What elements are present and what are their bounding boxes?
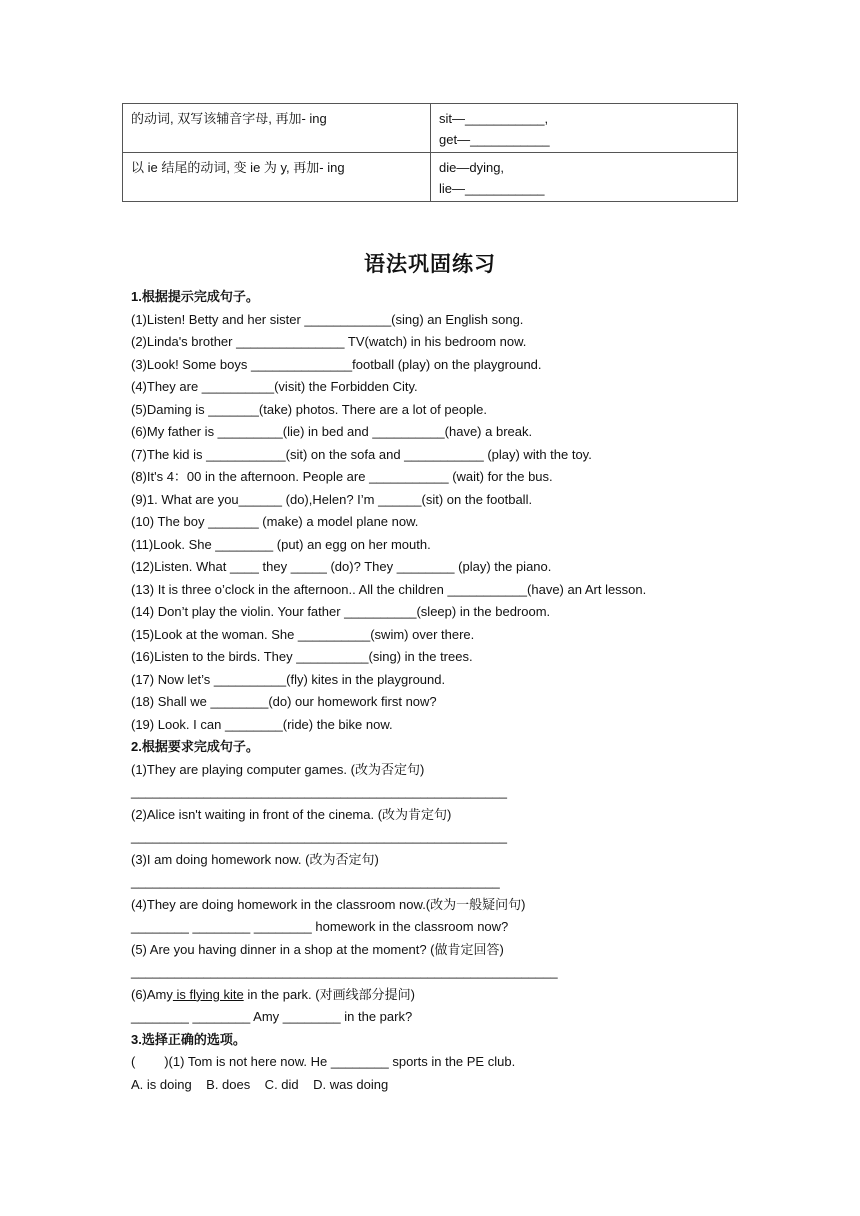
section1-heading: 1.根据提示完成句子。 bbox=[131, 289, 259, 304]
answer-line: ___________________________________________________________ bbox=[131, 964, 558, 979]
item-prefix: (6)Amy bbox=[131, 986, 173, 1002]
exercise-item: (7)The kid is ___________(sit) on the sofa and ___________ (play) with the toy. bbox=[131, 446, 592, 462]
answer-line: ____________________________________________________ bbox=[131, 829, 507, 844]
exercise-item: (1)They are playing computer games. (改为否定句) bbox=[131, 761, 425, 777]
exercise-item: (5) Are you having dinner in a shop at the moment? (做肯定回答) bbox=[131, 941, 504, 957]
exercise-item: (2)Alice isn't waiting in front of the cinema. (改为肯定句) bbox=[131, 806, 452, 822]
exercise-item: (8)It's 4：00 in the afternoon. People are ___________ (wait) for the bus. bbox=[131, 469, 553, 484]
exercise-item: (2)Linda's brother _______________ TV(watch) in his bedroom now. bbox=[131, 334, 527, 349]
section2-heading: 2.根据要求完成句子。 bbox=[131, 739, 259, 754]
rule-cell: 以 ie 结尾的动词, 变 ie 为 y, 再加- ing bbox=[123, 153, 431, 202]
examples-cell bbox=[431, 153, 738, 202]
exercise-item: (15)Look at the woman. She __________(swim) over there. bbox=[131, 626, 475, 642]
exercise-item: (1)Listen! Betty and her sister ____________(sing) an English song. bbox=[131, 311, 524, 327]
exercise-item: (3)Look! Some boys ______________football (play) on the playground. bbox=[131, 356, 542, 372]
exercise-item: ( )(1) Tom is not here now. He ________ sports in the PE club. bbox=[131, 1054, 516, 1069]
exercise-item: (10) The boy _______ (make) a model plane now. bbox=[131, 514, 419, 529]
example-line: get—___________ bbox=[439, 132, 550, 147]
exercise-item bbox=[131, 984, 821, 1007]
exercise-item: (4)They are doing homework in the classroom now.(改为一般疑问句) bbox=[131, 896, 526, 912]
exercise-item: (4)They are __________(visit) the Forbidden City. bbox=[131, 379, 418, 394]
exercise-item: (18) Shall we ________(do) our homework first now? bbox=[131, 694, 437, 709]
exercise-item: (14) Don’t play the violin. Your father __________(sleep) in the bedroom. bbox=[131, 604, 551, 619]
answer-options: A. is doing B. does C. did D. was doing bbox=[131, 1076, 389, 1092]
underlined-phrase: is flying kite bbox=[172, 986, 244, 1002]
rule-cell: 的动词, 双写该辅音字母, 再加- ing bbox=[123, 104, 431, 153]
exercise-item: (9)1. What are you______ (do),Helen? I’m ______(sit) on the football. bbox=[131, 491, 533, 507]
rules-table bbox=[122, 103, 738, 202]
section3-heading: 3.选择正确的选项。 bbox=[131, 1031, 246, 1047]
answer-line: ____________________________________________________ bbox=[131, 784, 507, 799]
example-line: sit—___________, bbox=[439, 111, 549, 126]
exercise-item: (13) It is three o’clock in the afternoon.. All the children ___________(have) an Art lesson. bbox=[131, 581, 647, 597]
exercise-item: (19) Look. I can ________(ride) the bike now. bbox=[131, 716, 393, 732]
exercise-item: (6)My father is _________(lie) in bed and __________(have) a break. bbox=[131, 424, 533, 439]
exercise-item: (16)Listen to the birds. They __________(sing) in the trees. bbox=[131, 649, 473, 664]
exercise-item: (12)Listen. What ____ they _____ (do)? They ________ (play) the piano. bbox=[131, 559, 552, 574]
page-title: 语法巩固练习 bbox=[364, 251, 496, 276]
example-line: lie—___________ bbox=[439, 181, 545, 196]
item-suffix: in the park. (对画线部分提问) bbox=[243, 986, 415, 1002]
exercise-item: (5)Daming is _______(take) photos. There are a lot of people. bbox=[131, 401, 488, 417]
example-line: die—dying, bbox=[439, 160, 505, 175]
table-row bbox=[123, 153, 738, 202]
answer-line: ________ ________ Amy ________ in the park? bbox=[131, 1009, 413, 1024]
examples-cell bbox=[431, 104, 738, 153]
exercise-item: (11)Look. She ________ (put) an egg on her mouth. bbox=[131, 536, 431, 552]
exercise-item: (17) Now let’s __________(fly) kites in the playground. bbox=[131, 671, 446, 687]
answer-line: ___________________________________________________ bbox=[131, 874, 500, 889]
table-row bbox=[123, 104, 738, 153]
exercise-content bbox=[131, 286, 821, 1096]
exercise-item: (3)I am doing homework now. (改为否定句) bbox=[131, 851, 379, 867]
answer-line: ________ ________ ________ homework in the classroom now? bbox=[131, 919, 509, 934]
